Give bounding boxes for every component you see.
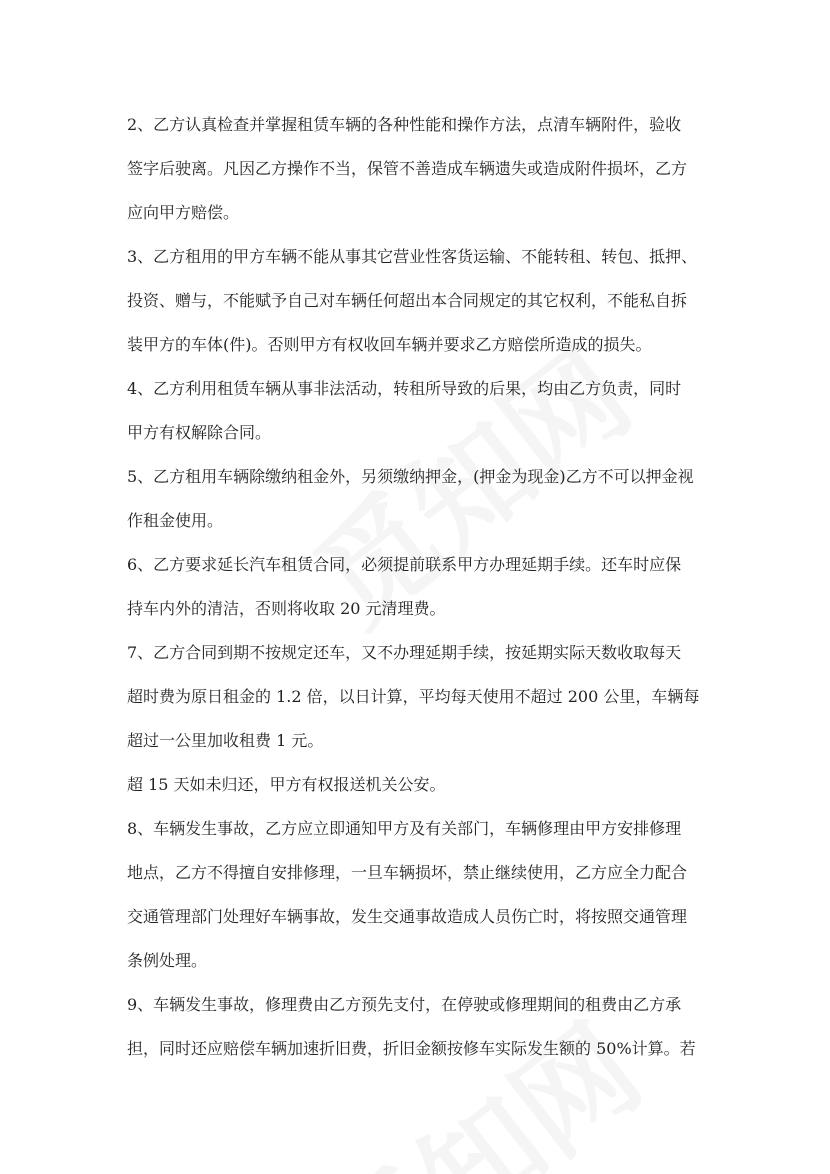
text-line: 签字后驶离。凡因乙方操作不当，保管不善造成车辆遗失或造成附件损坏，乙方 — [127, 159, 688, 178]
text-line: 条例处理。 — [127, 951, 208, 970]
text-line: 5、乙方租用车辆除缴纳租金外，另须缴纳押金，(押金为现金)乙方不可以押金视 — [127, 467, 694, 486]
text-line: 作租金使用。 — [127, 511, 224, 530]
text-line: 超时费为原日租金的 1.2 倍，以日计算，平均每天使用不超过 200 公里，车辆每 — [127, 687, 700, 706]
text-line: 超过一公里加收租费 1 元。 — [127, 731, 324, 750]
text-line: 地点，乙方不得擅自安排修理，一旦车辆损坏，禁止继续使用，乙方应全力配合 — [127, 863, 688, 882]
text-line: 投资、赠与，不能赋予自己对车辆任何超出本合同规定的其它权利，不能私自拆 — [127, 291, 688, 310]
contract-body — [127, 109, 710, 1077]
text-line: 持车内外的清洁，否则将收取 20 元清理费。 — [127, 599, 446, 618]
text-line: 4、乙方利用租赁车辆从事非法活动，转租所导致的后果，均由乙方负责，同时 — [127, 379, 682, 398]
text-line: 交通管理部门处理好车辆事故，发生交通事故造成人员伤亡时，将按照交通管理 — [127, 907, 688, 926]
text-line: 8、车辆发生事故，乙方应立即通知甲方及有关部门，车辆修理由甲方安排修理 — [127, 819, 682, 838]
text-line: 应向甲方赔偿。 — [127, 203, 240, 222]
text-line: 9、车辆发生事故，修理费由乙方预先支付，在停驶或修理期间的租费由乙方承 — [127, 995, 682, 1014]
text-line: 装甲方的车体(件)。否则甲方有权收回车辆并要求乙方赔偿所造成的损失。 — [127, 335, 652, 354]
text-line: 6、乙方要求延长汽车租赁合同，必须提前联系甲方办理延期手续。还车时应保 — [127, 555, 682, 574]
text-line: 3、乙方租用的甲方车辆不能从事其它营业性客货运输、不能转租、转包、抵押、 — [127, 247, 698, 266]
text-line: 2、乙方认真检查并掌握租赁车辆的各种性能和操作方法，点清车辆附件，验收 — [127, 115, 682, 134]
text-line: 7、乙方合同到期不按规定还车，又不办理延期手续，按延期实际天数收取每天 — [127, 643, 682, 662]
text-line: 甲方有权解除合同。 — [127, 423, 272, 442]
text-line: 超 15 天如未归还，甲方有权报送机关公安。 — [127, 775, 446, 794]
text-line: 担，同时还应赔偿车辆加速折旧费，折旧金额按修车实际发生额的 50%计算。若 — [127, 1039, 696, 1058]
